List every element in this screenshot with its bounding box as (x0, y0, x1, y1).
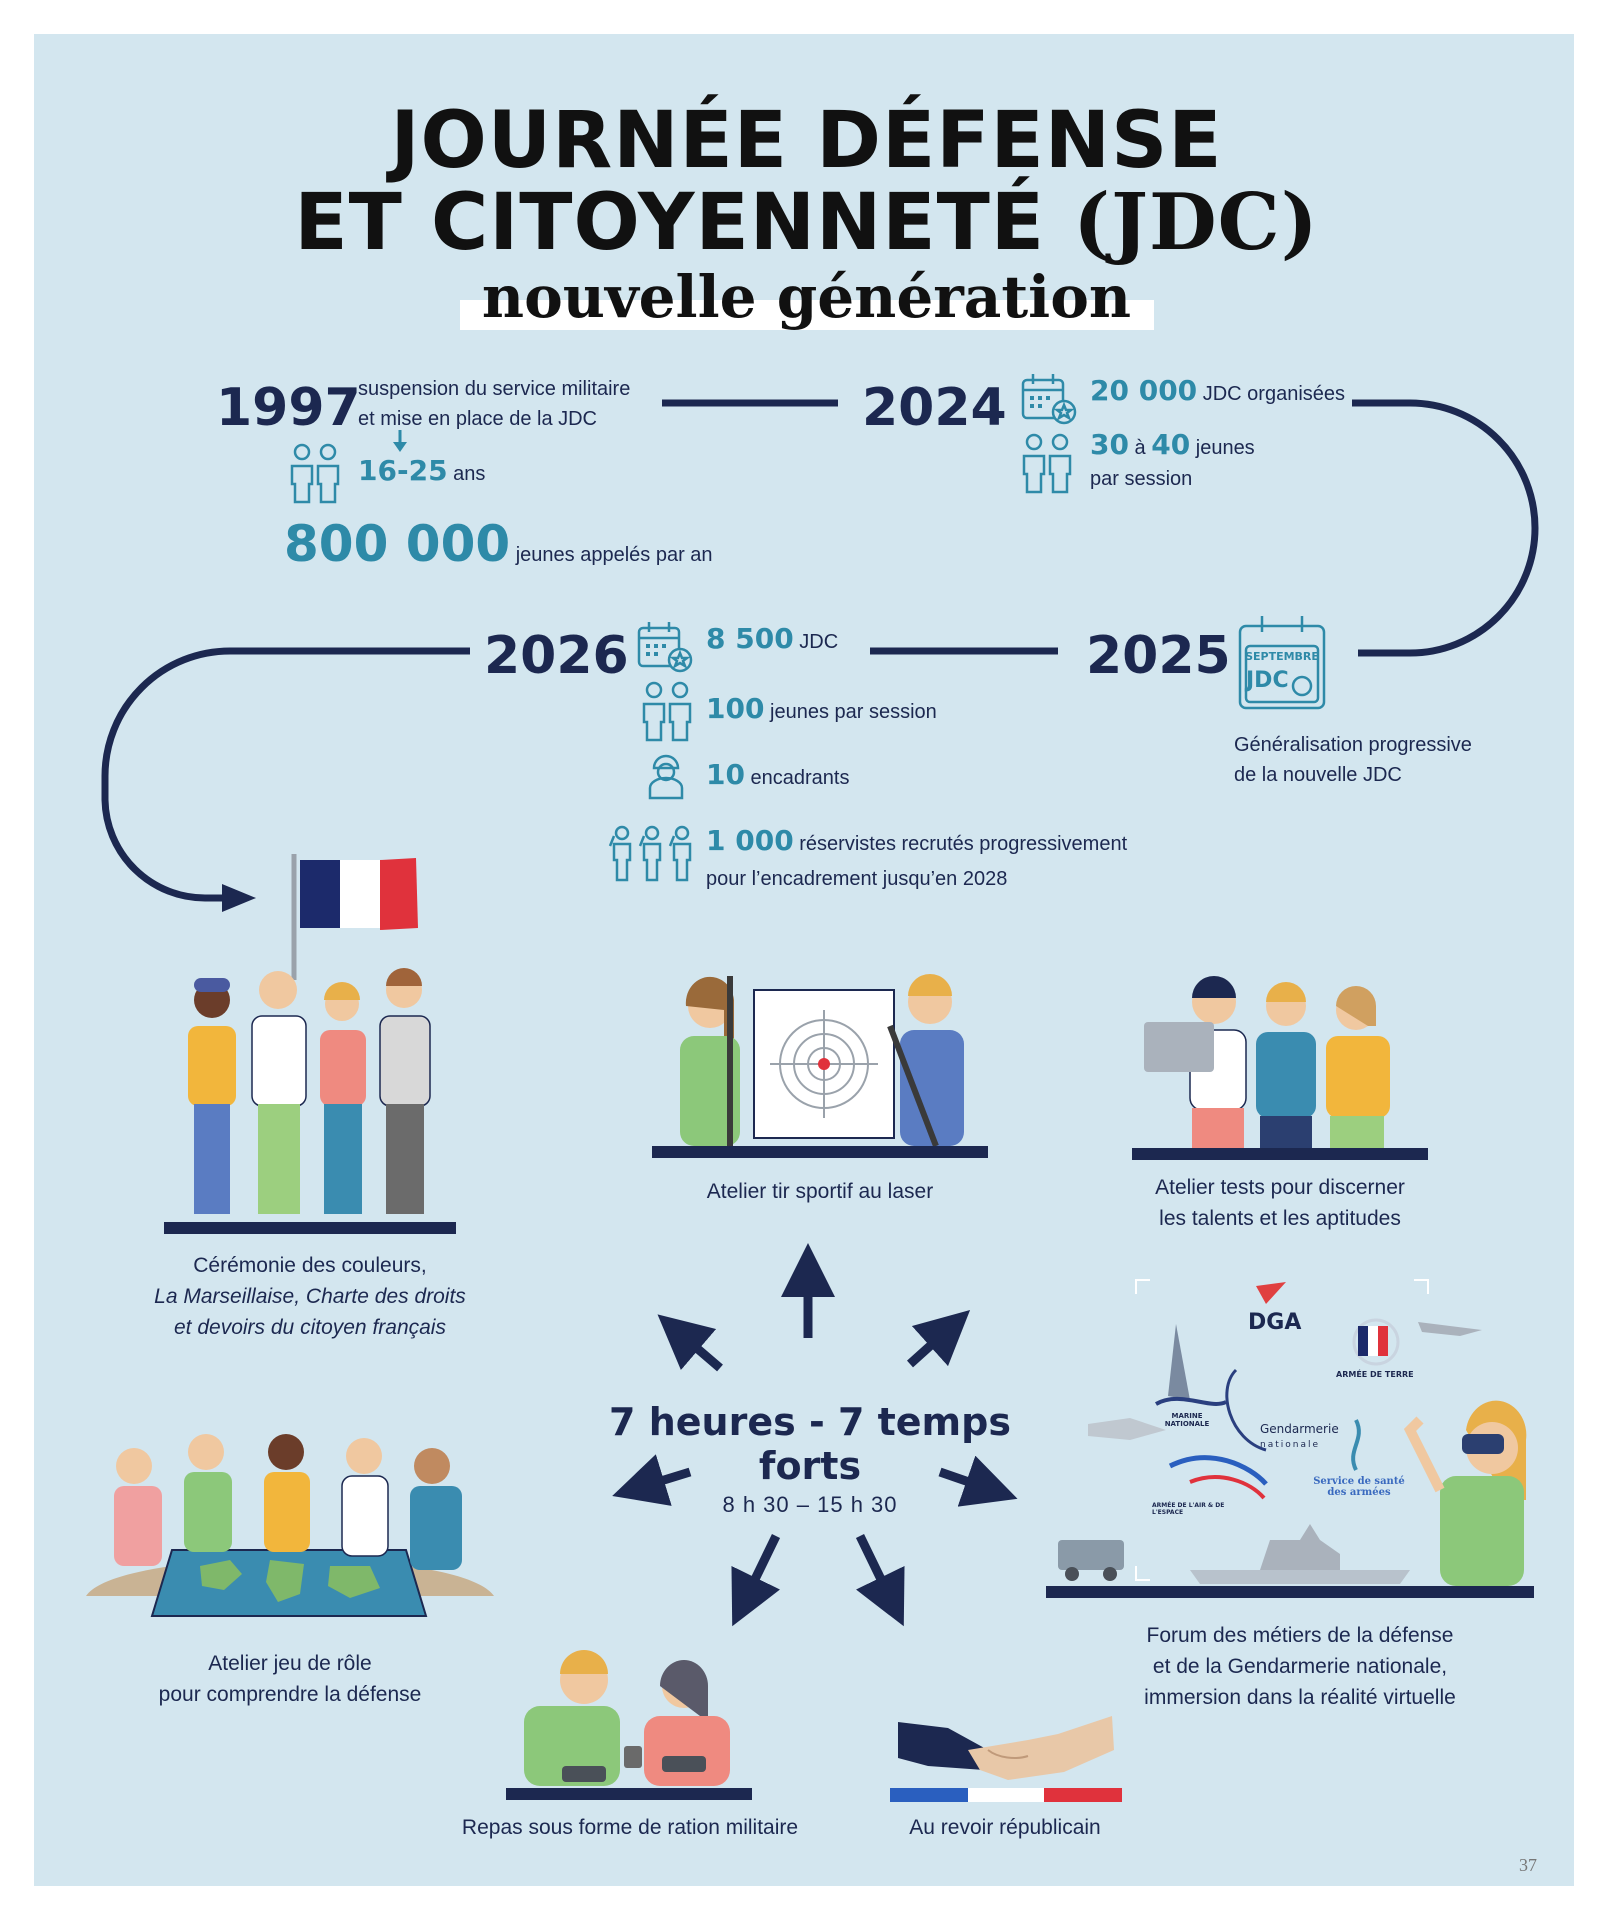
subtitle: nouvelle génération (481, 263, 1132, 331)
caption-forum-line2: et de la Gendarmerie nationale, (1152, 1655, 1448, 1678)
stat-2026-jdc-text: JDC (799, 631, 839, 653)
caption-tests-line1: Atelier tests pour discerner (1155, 1176, 1405, 1199)
stat-2024-youth-text: jeunes (1195, 437, 1255, 459)
air-logo: ARMÉE DE L'AIR & DE L'ESPACE (1152, 1502, 1225, 1516)
arrow-down-right (860, 1536, 892, 1602)
army-logo: ARMÉE DE TERRE (1336, 1370, 1414, 1379)
person-left (680, 976, 740, 1146)
caption-tests-line2: les talents et les aptitudes (1159, 1207, 1401, 1230)
stat-2024-youth-text2: par session (1090, 468, 1193, 490)
frigate-icon (1190, 1570, 1410, 1584)
text-2025-line2: de la nouvelle JDC (1234, 764, 1402, 786)
roleplay-illustration (80, 1426, 500, 1636)
called-text: jeunes appelés par an (515, 544, 713, 566)
stat-2026-jdc-value: 8 500 (706, 622, 794, 655)
stat-2024-youth (1090, 430, 1255, 463)
target-bullseye (818, 1058, 830, 1070)
vr-user (1410, 1401, 1526, 1586)
year-2025: 2025 (1086, 626, 1231, 686)
year-2024: 2024 (862, 378, 1007, 438)
calendar-label: JDC (1246, 668, 1289, 693)
stat-2026-youth-text: jeunes par session (770, 701, 937, 723)
stat-2024-youth-max: 40 (1151, 428, 1191, 461)
person-right (890, 974, 964, 1146)
stat-2024-youth-min: 30 (1090, 428, 1129, 461)
stat-2026-reservists-text: réservistes recrutés progressivement (799, 833, 1128, 855)
caption-forum-line3: immersion dans la réalité virtuelle (1144, 1686, 1456, 1709)
flag-blue (300, 860, 340, 928)
drone-icon (1418, 1322, 1482, 1336)
young-people-icon (1020, 432, 1076, 494)
stat-2026-youth (706, 694, 937, 727)
flag-white (340, 860, 380, 928)
center-headline: 7 heures - 7 temps forts (609, 1400, 1011, 1488)
hand-right (968, 1716, 1114, 1780)
caption-farewell (860, 1812, 1150, 1843)
cup-icon (624, 1746, 642, 1768)
calendar-star-icon (636, 620, 694, 674)
called-value: 800 000 (284, 515, 511, 573)
title-line2-main: ET CITOYENNETÉ (294, 178, 1046, 268)
handshake-illustration (888, 1710, 1124, 1806)
air-logo-mark (1170, 1458, 1266, 1484)
stat-2024-youth-mid: à (1134, 437, 1146, 459)
person-b (1256, 982, 1316, 1148)
stat-2024-jdc-value: 20 000 (1090, 374, 1198, 407)
meal-illustration (504, 1646, 754, 1806)
dga-logo: DGA (1248, 1310, 1302, 1335)
person-4 (380, 968, 430, 1214)
stat-2024-jdc (1090, 376, 1345, 409)
age-1997 (358, 456, 485, 489)
tests-illustration (1130, 962, 1430, 1162)
september-calendar-icon (1236, 614, 1328, 712)
stat-2026-reservists-text2: pour l’encadrement jusqu’en 2028 (706, 868, 1008, 890)
vehicle-icon (1058, 1540, 1124, 1570)
players (114, 1434, 462, 1570)
calendar-star-icon (1020, 372, 1078, 426)
person-meal-left (524, 1650, 620, 1786)
caption-ceremony-line3: et devoirs du citoyen français (174, 1316, 446, 1339)
caption-forum-line1: Forum des métiers de la défense (1146, 1624, 1454, 1647)
stat-2026-reservists-value: 1 000 (706, 824, 794, 857)
forum-illustration (1040, 1270, 1540, 1620)
person-3 (320, 982, 366, 1214)
laptop-icon (1144, 1022, 1214, 1072)
age-value: 16-25 (358, 454, 448, 487)
arrow-up-left (678, 1332, 720, 1368)
ration-tray-icon (562, 1766, 606, 1782)
caption-ceremony-line2: La Marseillaise, Charte des droits (154, 1285, 466, 1308)
person-c (1326, 986, 1390, 1148)
caption-forum (1100, 1620, 1500, 1713)
stat-2026-youth-value: 100 (706, 692, 765, 725)
young-people-icon (288, 442, 344, 504)
sante-name: Service de santé (1313, 1476, 1405, 1487)
sante-logo (1304, 1476, 1414, 1498)
vr-headset-icon (1462, 1434, 1504, 1454)
gendarmerie-logo (1260, 1422, 1339, 1450)
stat-2026-reservists (706, 826, 1127, 859)
called-1997 (284, 516, 713, 583)
year-1997: 1997 (216, 378, 361, 438)
curve-2024-2025 (1352, 403, 1535, 653)
center-hours: 8 h 30 – 15 h 30 (722, 1492, 898, 1517)
stat-2026-staff (706, 760, 850, 793)
gendarmerie-name: Gendarmerie (1260, 1422, 1339, 1436)
ceremony-illustration (160, 850, 460, 1235)
tricolor-blue (890, 1788, 968, 1802)
reservists-icon (608, 824, 696, 884)
caption-ceremony-line1: Cérémonie des couleurs, (193, 1254, 427, 1277)
person-2 (252, 971, 306, 1214)
soldier-icon (646, 752, 686, 800)
caption-meal (440, 1812, 820, 1843)
sante-name2: des armées (1327, 1487, 1391, 1498)
text-1997-line1: suspension du service militaire (358, 378, 631, 400)
stat-2026-jdc (706, 624, 838, 657)
stat-2026-staff-value: 10 (706, 758, 745, 791)
tricolor-red (1044, 1788, 1122, 1802)
caption-tests (1110, 1172, 1450, 1234)
flag-red (380, 858, 418, 930)
title-abbreviation: (JDC) (1073, 177, 1319, 268)
caption-roleplay (110, 1648, 470, 1710)
page-number: 37 (1519, 1855, 1537, 1875)
laser-shooting-illustration (650, 966, 990, 1166)
young-people-icon (640, 680, 696, 742)
tricolor-white (968, 1788, 1044, 1802)
caption-roleplay-line2: pour comprendre la défense (158, 1683, 422, 1706)
dga-logo-mark (1256, 1282, 1286, 1304)
caption-laser (650, 1176, 990, 1207)
sleeve-left (898, 1722, 988, 1770)
stat-2024-jdc-text: JDC organisées (1202, 383, 1346, 405)
arrow-up-right (910, 1328, 950, 1364)
caption-farewell-line1: Au revoir républicain (909, 1816, 1101, 1839)
ration-tray-icon (662, 1756, 706, 1772)
center-hub (560, 1400, 1060, 1518)
text-2025-line1: Généralisation progressive (1234, 734, 1472, 756)
caption-roleplay-line1: Atelier jeu de rôle (208, 1652, 372, 1675)
title-line1: JOURNÉE DÉFENSE (390, 96, 1223, 186)
calendar-month: SEPTEMBRE (1245, 650, 1319, 663)
age-unit: ans (453, 463, 486, 485)
marine-logo-mark (1168, 1324, 1190, 1400)
text-1997-line2: et mise en place de la JDC (358, 408, 598, 430)
year-2026: 2026 (484, 626, 629, 686)
arrow-down-left (744, 1536, 776, 1602)
arrow-down-icon (390, 430, 410, 456)
marine-logo: MARINE NATIONALE (1164, 1412, 1210, 1428)
caption-laser-line1: Atelier tir sportif au laser (706, 1180, 934, 1203)
sante-logo-mark (1353, 1420, 1359, 1470)
caption-meal-line1: Repas sous forme de ration militaire (461, 1816, 799, 1839)
caption-ceremony (130, 1250, 490, 1343)
person-1 (188, 978, 236, 1214)
gendarmerie-sub: nationale (1260, 1440, 1321, 1450)
stat-2026-staff-text: encadrants (750, 767, 850, 789)
